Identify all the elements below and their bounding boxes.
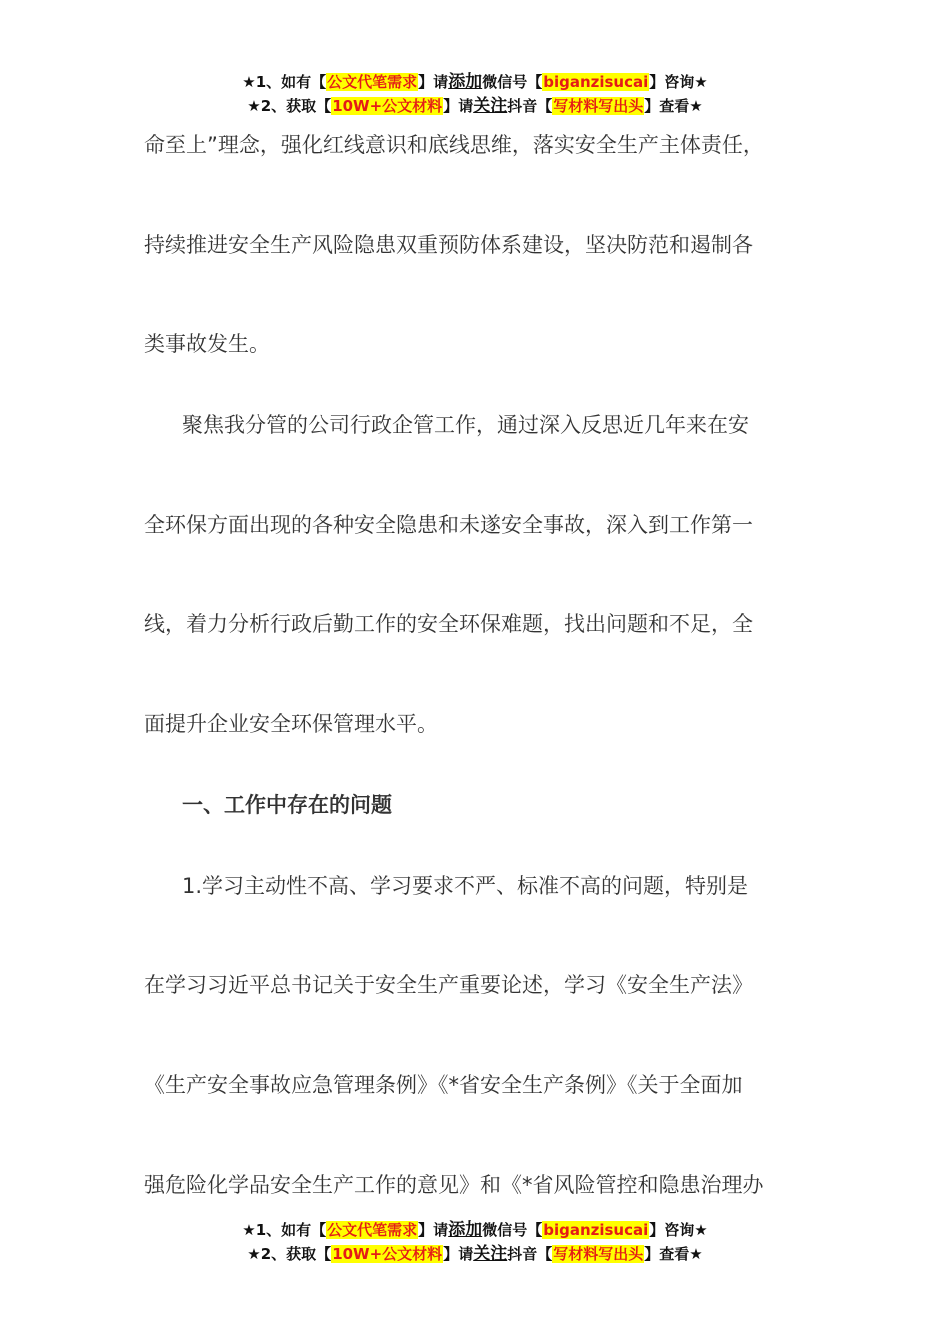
- banner-text: 】请: [418, 73, 449, 91]
- paragraph-line: 线，着力分析行政后勤工作的安全环保难题，找出问题和不足，全: [144, 612, 753, 636]
- banner-text: ★1、如有【: [242, 73, 327, 91]
- emphasis-text: 关注: [473, 1244, 508, 1264]
- paragraph-line: 命至上”理念，强化红线意识和底线思维，落实安全生产主体责任，: [144, 133, 764, 157]
- banner-text: 】咨询★: [649, 1221, 708, 1239]
- highlight-service: 公文代笔需求: [327, 73, 418, 91]
- banner-line-2: [0, 94, 950, 118]
- banner-text: 】请: [443, 1245, 474, 1263]
- paragraph-line: 《生产安全事故应急管理条例》《*省安全生产条例》《关于全面加: [144, 1073, 743, 1097]
- highlight-materials: 10W+公文材料: [332, 1245, 443, 1263]
- highlight-douyin-id: 写材料写出头: [553, 97, 644, 115]
- highlight-wechat-id: biganzisucai: [543, 73, 649, 91]
- highlight-douyin-id: 写材料写出头: [553, 1245, 644, 1263]
- paragraph-line: 类事故发生。: [144, 332, 270, 356]
- banner-text: 】咨询★: [649, 73, 708, 91]
- paragraph-line: 1.学习主动性不高、学习要求不严、标准不高的问题，特别是: [182, 874, 749, 898]
- banner-text: 】请: [418, 1221, 449, 1239]
- banner-line-1: [0, 1218, 950, 1242]
- emphasis-text: 关注: [473, 96, 508, 116]
- paragraph-line: 全环保方面出现的各种安全隐患和未遂安全事故，深入到工作第一: [144, 513, 753, 537]
- banner-text: 抖音【: [507, 97, 553, 115]
- banner-line-1: [0, 70, 950, 94]
- paragraph-line: 在学习习近平总书记关于安全生产重要论述，学习《安全生产法》: [144, 973, 753, 997]
- header-banner: [0, 70, 950, 118]
- banner-text: 微信号【: [482, 73, 543, 91]
- banner-text: 抖音【: [507, 1245, 553, 1263]
- emphasis-text: 添加: [448, 72, 483, 92]
- footer-banner: [0, 1218, 950, 1266]
- emphasis-text: 添加: [448, 1220, 483, 1240]
- banner-line-2: [0, 1242, 950, 1266]
- banner-text: ★2、获取【: [247, 97, 332, 115]
- paragraph-line: 聚焦我分管的公司行政企管工作，通过深入反思近几年来在安: [182, 413, 749, 437]
- banner-text: 】查看★: [644, 97, 703, 115]
- highlight-materials: 10W+公文材料: [332, 97, 443, 115]
- banner-text: 微信号【: [482, 1221, 543, 1239]
- paragraph-line: 强危险化学品安全生产工作的意见》和《*省风险管控和隐患治理办: [144, 1173, 764, 1197]
- banner-text: 】请: [443, 97, 474, 115]
- highlight-wechat-id: biganzisucai: [543, 1221, 649, 1239]
- banner-text: 】查看★: [644, 1245, 703, 1263]
- banner-text: ★1、如有【: [242, 1221, 327, 1239]
- paragraph-line: 持续推进安全生产风险隐患双重预防体系建设，坚决防范和遏制各: [144, 233, 753, 257]
- highlight-service: 公文代笔需求: [327, 1221, 418, 1239]
- paragraph-line: 面提升企业安全环保管理水平。: [144, 712, 438, 736]
- banner-text: ★2、获取【: [247, 1245, 332, 1263]
- section-heading: 一、工作中存在的问题: [182, 793, 392, 817]
